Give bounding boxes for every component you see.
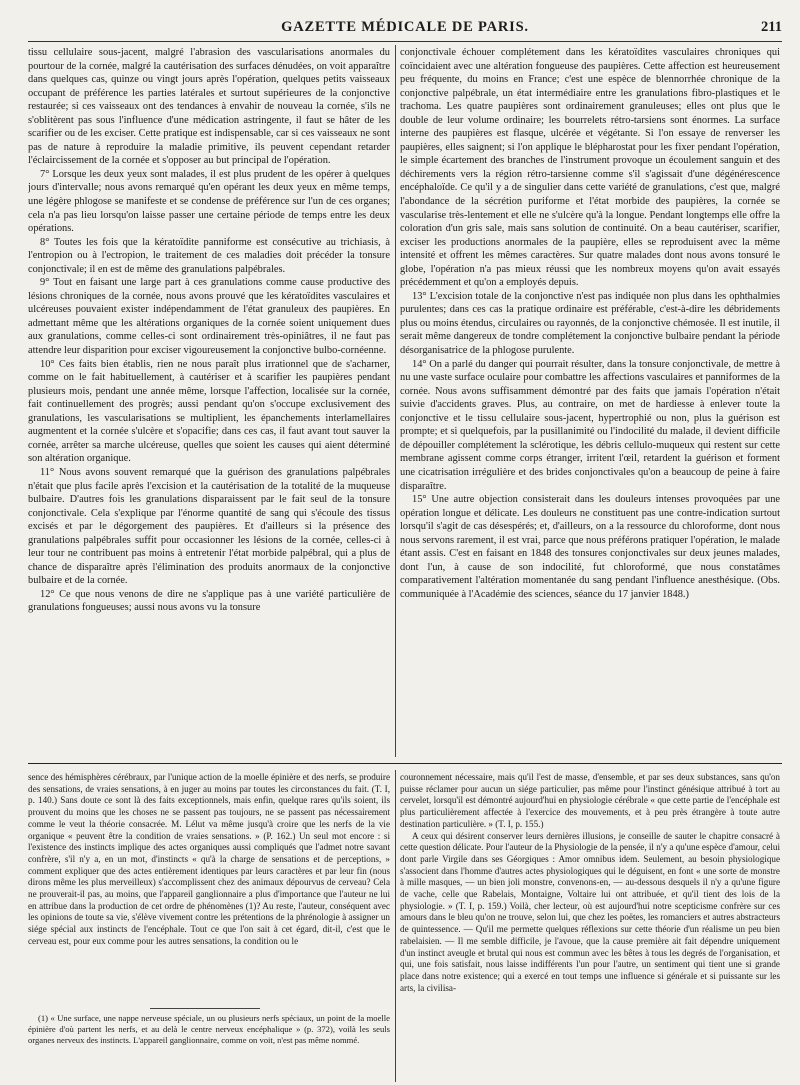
- footnote-text: (1) « Une surface, une nappe nerveuse spéciale, un ou plusieurs nerfs spéciaux, un point de la moelle épinière d'où partent les nerfs, et au delà le centre nerveux encéphalique » (p. 372), voilà les seuls organes nerveux des instincts. L'appareil ganglionnaire, comme on voit, n'est pas même nommé.: [28, 1013, 390, 1045]
- journal-title: GAZETTE MÉDICALE DE PARIS.: [281, 19, 529, 35]
- lower-left-column: [28, 772, 390, 1004]
- paragraph: 10° Ces faits bien établis, rien ne nous paraît plus irrationnel que de s'acharner, comme on le fait habituellement, à cautériser et à scarifier les paupières pendant plusieurs mois, pendant une année même, lorsque l'affection, localisée sur la cornée, fait continuellement des progrès; aussi pendant qu'on s'occupe exclusivement des granulations, les vascularisations se multiplient, les épanchements interlamellaires augmentent et la cornée s'ulcère et s'opacifie; dans ces cas, il faut avant tout sauver la cornée, arrêter sa marche ulcéreuse, quelles que soient les causes qui aient déterminé son altération organique.: [28, 358, 390, 465]
- page-header: [28, 14, 782, 40]
- paragraph: 8° Toutes les fois que la kératoïdite panniforme est consécutive au trichiasis, à l'entropion ou à l'ectropion, le traitement de ces maladies doit précéder la tonsure conjonctivale; il en est de même des granulations palpébrales.: [28, 236, 390, 275]
- column-separator: [395, 45, 396, 757]
- paragraph: couronnement nécessaire, mais qu'il l'est de masse, d'ensemble, et par ses deux substances, sans qu'on puisse réclamer pour aucun un siége particulier, pas même pour l'instinct génésique attribué à tort au cervelet, lorsqu'il est démontré aujourd'hui en physiologie cérébrale « que cette partie de l'encéphale est plus particulièrement affectée à l'exercice des mouvements, et à peu près étrangère à toute autre destination particulière. » (T. I, p. 155.): [400, 772, 780, 829]
- paragraph: 11° Nous avons souvent remarqué que la guérison des granulations palpébrales n'était que plus facile après l'excision et la cautérisation de la totalité de la muqueuse bulbaire. D'autres fois les granulations disparaissent par le fait seul de la tonsure conjonctivale. Cela s'explique par l'énorme quantité de sang qui s'écoule des tissus excisés et par le dégorgement des paupières. Et d'ailleurs si la présence des granulations palpébrales suffit pour occasionner les lésions de la cornée, celles-ci à leur tour ne contribuent pas moins à entretenir l'état morbide palpébral, qui a plus de chance de disparaître après l'élimination des produits anormaux de la conjonctive bulbaire et de la cornée.: [28, 466, 390, 587]
- header-rule: [28, 41, 782, 42]
- paragraph: 15° Une autre objection consisterait dans les douleurs intenses provoquées par une opération longue et délicate. Les douleurs ne constituent pas une contre-indication surtout lorsqu'il s'agit de cas désespérés; et, d'ailleurs, on a la ressource du chloroforme, dont nous nous servons rarement, il est vrai, parce que nous préférons pratiquer l'opération, le malade étant assis. C'est en faisant en 1848 des tonsures conjonctivales sur deux jeunes malades, dont l'un, à cause de son indocilité, fut chloroformé, que nous constatâmes comparativement l'altération momentanée du sang pendant l'influence anesthésique. (Obs. communiquée à l'Académie des sciences, séance du 17 janvier 1848.): [400, 494, 780, 600]
- column-separator: [395, 770, 396, 1082]
- page-number: 211: [761, 19, 782, 35]
- paragraph: 12° Ce que nous venons de dire ne s'applique pas à une variété particulière de granulations fongueuses; aussi nous avons vu la tonsure: [28, 588, 390, 614]
- footnote: [28, 1013, 390, 1079]
- paragraph: 9° Tout en faisant une large part à ces granulations comme cause productive des lésions chroniques de la cornée, nous avons prouvé que les kératoïdites vasculaires et ulcéreuses pouvaient exister indépendamment de l'état granuleux des paupières. En admettant même que les altérations organiques de la cornée soient uniquement dues aux granulations, comme celles-ci sont ordinairement très-opiniâtres, il ne faut pas attendre leur disparition pour exciser vigoureusement la conjonctive bulbo-cornéenne.: [28, 277, 390, 357]
- paragraph: 14° On a parlé du danger qui pourrait résulter, dans la tonsure conjonctivale, de mettre à nu une vaste surface oculaire pour combattre les affections vasculaires et panniformes de la cornée. Nous avons suffisamment démontré par des faits que jamais l'opération n'était suivie d'accidents graves. Plus, au contraire, on met de hardiesse à enlever toute la conjonctive et le tissu cellulaire sous-jacent, hypertrophié ou non, plus la guérison est prompte; et si quelquefois, par la pusillanimité ou l'indocilité du malade, il devient difficile de dépouiller complétement la sclérotique, les débris cellulo-muqueux qui restent sur cette membrane agissent comme corps étranger, irritent l'œil, retardent la guérison et forment une cicatrisation irrégulière et des brides conjonctivales qu'on a beaucoup de peine à faire disparaître.: [400, 358, 780, 492]
- lower-right-column: [400, 772, 780, 1080]
- footnote-rule: [150, 1008, 260, 1009]
- upper-right-column: [400, 46, 780, 756]
- paragraph: sence des hémisphères cérébraux, par l'unique action de la moelle épinière et des nerfs, se produire des sensations, de vraies sensations, à en juger au moins par toutes les circonstances du fait. (T. I, p. 140.) Sans doute ce sont là des faits exceptionnels, mais enfin, quelque rares qu'ils soient, ils prouvent du moins que les choses ne se passent pas toujours, ne se passent pas nécessairement comme le veut la théorie consacrée. M. Lélut va même jusqu'à croire que les nerfs de la vie organique « peuvent être la condition de vraies sensations. » (P. 162.) Un seul mot encore : si l'existence des instincts implique des actes organiques aussi compliqués que l'admet notre savant confrère, s'il n'y a, en un mot, d'instincts « qu'à la charge de sensations et de perceptions, » comment expliquer que des actes entièrement identiques par leurs caractères et par leur fin (nous dirons même les plus merveilleux) s'accomplissent chez des animaux dépourvus de cerveau? Cela ne prouverait-il pas, au moins, que l'appareil ganglionnaire a plus d'importance que l'auteur ne lui en attribue dans la production de cet ordre de phénomènes (1)? Au reste, l'auteur, conséquent avec les opinions de toute sa vie, s'élève vivement contre les prétentions de la phrénologie à assigner un siége spécial aux instincts de l'encéphale. Tout ce que l'on sait à cet égard, dit-il, c'est que le cerveau est, pour eux comme pour les autres sensations, la condition ou le: [28, 772, 390, 946]
- upper-left-column: [28, 46, 390, 756]
- paragraph: tissu cellulaire sous-jacent, malgré l'abrasion des vascularisations anormales du pourtour de la cornée, malgré la cautérisation des surfaces dénudées, on voit apparaître dans quelques cas, quinze ou vingt jours après l'opération, quelques petits vaisseaux occupant de préférence les parties latérales et surtout supérieures de la conjonctive restaurée; si ces vaisseaux ont des tendances à envahir de nouveau la cornée, s'ils ne s'oblitèrent pas sous l'influence d'une médication astringente, il faut se hâter de les scarifier ou de les exciser. Cette pratique est indispensable, car si ces vaisseaux ne sont pas de nature à reproduire la maladie primitive, ils peuvent cependant retarder l'éclaircissement de la cornée et s'opposer au but principal de l'opération.: [28, 47, 390, 167]
- paragraph: 7° Lorsque les deux yeux sont malades, il est plus prudent de les opérer à quelques jours d'intervalle; nous avons remarqué qu'en opérant les deux yeux en même temps, une légère phlogose se manifeste et se condense de préférence sur l'un de ces organes; cela n'a pas lieu lorsqu'on laisse passer une certaine période de temps entre les deux opérations.: [28, 168, 390, 235]
- paragraph: A ceux qui désirent conserver leurs dernières illusions, je conseille de sauter le chapitre consacré à cette question délicate. Pour l'auteur de la Physiologie de la pensée, il n'y a qu'une espèce d'amour, celui dont parle Virgile dans ses Géorgiques : Amor omnibus idem. Seulement, au besoin physiologique s'associent dans l'homme d'autres actes physiologiques qui le déguisent, en font « une sorte de monstre à mille masques, — un bien joli monstre, convenons-en, — au-dessous desquels il n'y a qu'une figure de vache, celle que Rabelais, Montaigne, Voltaire lui ont attribuée, et qu'il tient des lois de la physiologie. » (T. I, p. 159.) Voilà, cher lecteur, où est aujourd'hui notre scepticisme confrère sur ces amours dans le bleu qu'on ne trouve, selon lui, que chez les poëtes, les romanciers et autres abstracteurs de quintessence. — Qu'il me permette quelques réflexions sur cette théorie d'un réalisme un peu bien rabelaisien. — Il me semble difficile, je l'avoue, que la cause première ait fait dépendre uniquement d'un instinct aveugle et brutal qui nous est commun avec les bêtes à tous les degrés de l'organisation, et qui, une fois satisfait, nous laisse indifférents l'un pour l'autre, un sentiment qui tient une si grande place dans notre existence; qui a exercé en tout temps une influence si générale et si puissante sur les arts, la civilisa-: [400, 830, 780, 993]
- paragraph: conjonctivale échouer complétement dans les kératoïdites vasculaires chroniques qui coïncidaient avec une altération fongueuse des paupières. Cette affection est heureusement peu fréquente, du moins en France; c'est une espèce de blennorrhée chronique de la conjonctive palpébrale, un état intermédiaire entre les granulations fibro-plastiques et le trachoma. Les quatre paupières sont ordinairement granuleuses; elles ont plus que le double de leur volume ordinaire; les bourrelets rétro-tarsiens sont énormes. La surface interne des paupières est flasque, ulcérée et végétante. Si l'on essaye de renverser les paupières, elles saignent; si l'on applique le blépharostat pour les fixer pendant l'opération, le simple écartement des branches de l'instrument provoque un écoulement sanguin et des déchirements vers la région rétro-tarsienne comme s'il s'agissait d'une dégénérescence encéphaloïde. Ce qu'il y a de singulier dans cette variété de granulations, c'est que, malgré l'abondance de la sécrétion puriforme et l'état morbide des paupières, la cornée se vascularise très-lentement et elle ne s'ulcère qu'à la longue. Pendant longtemps elle offre la coloration d'un gris sale, mais sans solution de continuité. On a beau cautériser, scarifier, exciser les productions anormales de la paupière, elles se reproduisent avec la même intensité et offrent les mêmes caractères. Sur quatre malades dont nous avons tonsuré le globe, l'opération n'a pas mieux réussi que les nombreux moyens qu'on avait essayés précédemment et qu'on a employés depuis.: [400, 47, 780, 289]
- paragraph: 13° L'excision totale de la conjonctive n'est pas indiquée non plus dans les ophthalmies purulentes; dans ces cas la pratique ordinaire est préférable, c'est-à-dire les débridements plus ou moins étendus, circulaires ou rayonnés, de la conjonctive chémosée. Il est inutile, il serait même dangereux de tondre complétement la conjonctive bulbaire pendant la période désorganisatrice de la phlogose purulente.: [400, 290, 780, 357]
- section-rule: [28, 763, 782, 764]
